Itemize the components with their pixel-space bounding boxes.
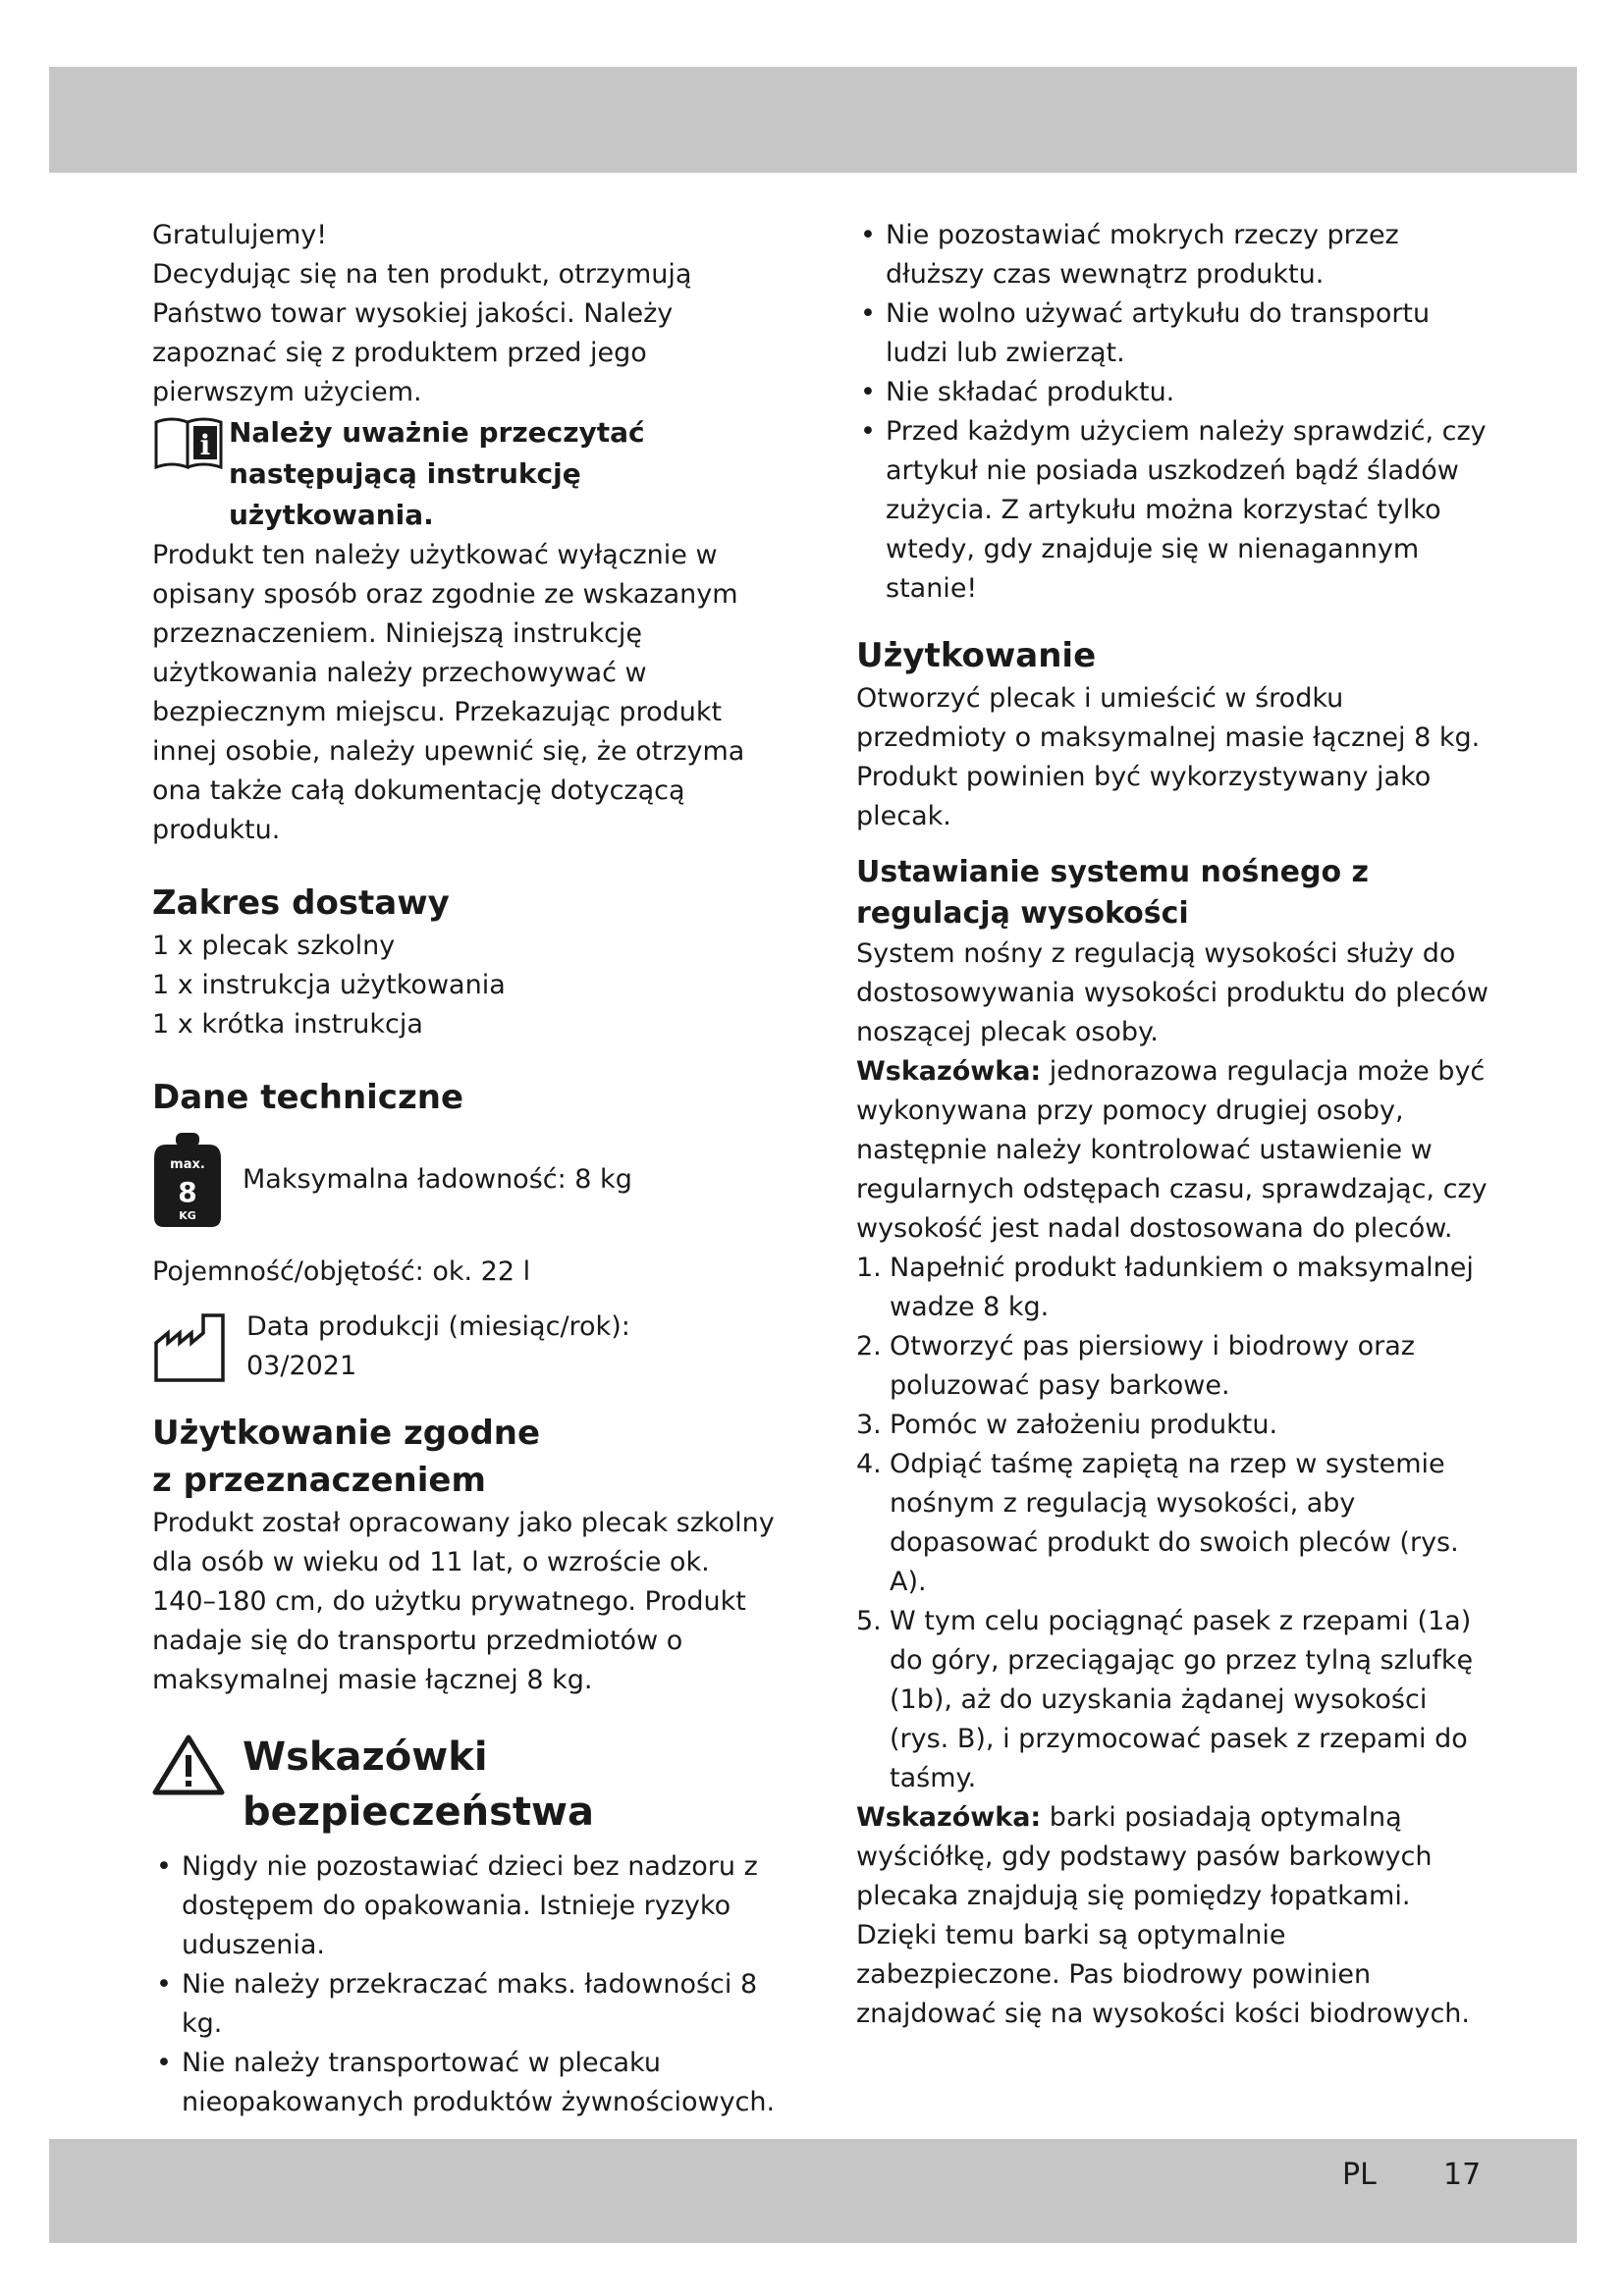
safety-heading xyxy=(152,1730,781,1840)
list-item: • Nigdy nie pozostawiać dzieci bez nadzoru z dostępem do opakowania. Istnieje ryzyko uduszenia. xyxy=(152,1847,781,1965)
manufacture-date-icon xyxy=(152,1311,227,1382)
safety-heading-line1: Wskazówki xyxy=(243,1735,488,1780)
header-bar xyxy=(49,67,1577,173)
step-number: 4. xyxy=(856,1449,882,1479)
usage-text: Produkt ten należy użytkować wyłącznie w opisany sposób oraz zgodnie ze wskazanym przeznaczeniem. Niniejszą instrukcję użytkowania należy przechowywać w bezpiecznym miejscu. Przekazując produkt innej osobie, należy upewnić się, że otrzyma ona także całą dokumentację dotyczącą produktu. xyxy=(152,540,745,845)
max-load-row xyxy=(152,1131,781,1229)
safety-heading-line2: bezpieczeństwa xyxy=(243,1789,594,1835)
step-text: W tym celu pociągnąć pasek z rzepami (1a) do góry, przeciągając go przez tylną szlufkę (1b), aż do uzyskania żądanej wysokości (rys. B), i przymocować pasek z rzepami do taśmy. xyxy=(890,1606,1474,1793)
step-text: Odpiąć taśmę zapiętą na rzep w systemie nośnym z regulacją wysokości, aby dopasować produkt do swoich pleców (rys. A). xyxy=(890,1449,1459,1597)
list-item xyxy=(856,1445,1494,1602)
intro-greeting: Gratulujemy! xyxy=(152,220,328,250)
right-column xyxy=(856,216,1494,2034)
read-note-text: Należy uważnie przeczytać następującą instrukcję użytkowania. xyxy=(229,416,645,531)
note-label: Wskazówka: xyxy=(856,1056,1042,1087)
page-number: 17 xyxy=(1443,2158,1482,2192)
production-date-value: 03/2021 xyxy=(246,1351,357,1381)
svg-text:i: i xyxy=(199,429,211,461)
list-item: • Przed każdym użyciem należy sprawdzić, czy artykuł nie posiada uszkodzeń bądź śladów zużycia. Z artykułu można korzystać tylko wtedy, gdy znajduje się w nienagannym stanie! xyxy=(856,412,1494,609)
weight-icon xyxy=(152,1131,223,1229)
read-manual-icon xyxy=(152,412,229,471)
delivery-item: 1 x plecak szkolny xyxy=(152,931,396,961)
intended-use-heading-line2: z przeznaczeniem xyxy=(152,1461,486,1500)
intended-use-heading-line1: Użytkowanie zgodne xyxy=(152,1414,541,1453)
carry-system-heading: Ustawianie systemu nośnego z regulacją wysokości xyxy=(856,855,1370,931)
usage-paragraph: Otworzyć plecak i umieścić w środku przedmioty o maksymalnej masie łącznej 8 kg. Produkt powinien być wykorzystywany jako plecak. xyxy=(856,683,1481,831)
tech-heading: Dane techniczne xyxy=(152,1078,464,1117)
list-item xyxy=(856,1602,1494,1798)
step-text: Otworzyć pas piersiowy i biodrowy oraz poluzować pasy barkowe. xyxy=(890,1331,1415,1401)
left-column xyxy=(152,216,781,2122)
carry-system-text: System nośny z regulacją wysokości służy do dostosowywania wysokości produktu do pleców noszącej plecak osoby. xyxy=(856,938,1489,1047)
step-text: Pomóc w założeniu produktu. xyxy=(890,1410,1278,1440)
production-date-label: Data produkcji (miesiąc/rok): xyxy=(246,1311,630,1342)
step-number: 1. xyxy=(856,1253,882,1283)
language-code: PL xyxy=(1342,2158,1377,2192)
list-item xyxy=(856,1327,1494,1406)
intended-use-text: Produkt został opracowany jako plecak szkolny dla osób w wieku od 11 lat, o wzroście ok. 140–180 cm, do użytku prywatnego. Produkt nadaje się do transportu przedmiotów o maksymalnej masie łącznej 8 kg. xyxy=(152,1508,775,1695)
note-text: jednorazowa regulacja może być wykonywana przy pomocy drugiej osoby, następnie należy kontrolować ustawienie w regularnych odstępach czasu, sprawdzając, czy wysokość jest nadal dostosowana do pleców. xyxy=(856,1056,1488,1244)
list-item xyxy=(856,1406,1494,1445)
delivery-item: 1 x instrukcja użytkowania xyxy=(152,970,506,1000)
weight-icon-unit: KG xyxy=(179,1209,196,1222)
note-label: Wskazówka: xyxy=(856,1802,1042,1833)
capacity-text: Pojemność/objętość: ok. 22 l xyxy=(152,1256,531,1287)
carry-note xyxy=(856,1052,1494,1249)
step-number: 3. xyxy=(856,1410,882,1440)
safety-list-continued xyxy=(856,216,1494,609)
step-text: Napełnić produkt ładunkiem o maksymalnej wadze 8 kg. xyxy=(890,1253,1474,1322)
weight-icon-max: max. xyxy=(170,1157,205,1172)
safety-list xyxy=(152,1847,781,2122)
list-item xyxy=(856,1249,1494,1327)
production-date-row xyxy=(152,1308,781,1386)
list-item: • Nie składać produktu. xyxy=(856,373,1494,412)
list-item: • Nie wolno używać artykułu do transportu ludzi lub zwierząt. xyxy=(856,294,1494,373)
list-item: • Nie należy przekraczać maks. ładowności 8 kg. xyxy=(152,1965,781,2044)
weight-icon-value: 8 xyxy=(178,1176,197,1208)
warning-triangle-icon xyxy=(152,1734,225,1796)
read-instructions-note xyxy=(152,412,781,536)
step-number: 2. xyxy=(856,1331,882,1362)
list-item: • Nie należy transportować w plecaku nieopakowanych produktów żywnościowych. xyxy=(152,2044,781,2122)
usage-heading: Użytkowanie xyxy=(856,636,1097,675)
max-load-text: Maksymalna ładowność: 8 kg xyxy=(243,1164,632,1195)
carry-note-2 xyxy=(856,1798,1494,2034)
delivery-item: 1 x krótka instrukcja xyxy=(152,1009,423,1040)
steps-list xyxy=(856,1249,1494,1798)
delivery-heading: Zakres dostawy xyxy=(152,883,450,923)
note-text: barki posiadają optymalną wyściółkę, gdy podstawy pasów barkowych plecaka znajdują się pomiędzy łopatkami. Dzięki temu barki są optymalnie zabezpieczone. Pas biodrowy powinien znajdować się na wysokości kości biodrowych. xyxy=(856,1802,1470,2029)
list-item: • Nie pozostawiać mokrych rzeczy przez dłuższy czas wewnątrz produktu. xyxy=(856,216,1494,294)
step-number: 5. xyxy=(856,1606,882,1636)
intro-text: Decydując się na ten produkt, otrzymują Państwo towar wysokiej jakości. Należy zapoznać się z produktem przed jego pierwszym użyciem. xyxy=(152,259,692,407)
